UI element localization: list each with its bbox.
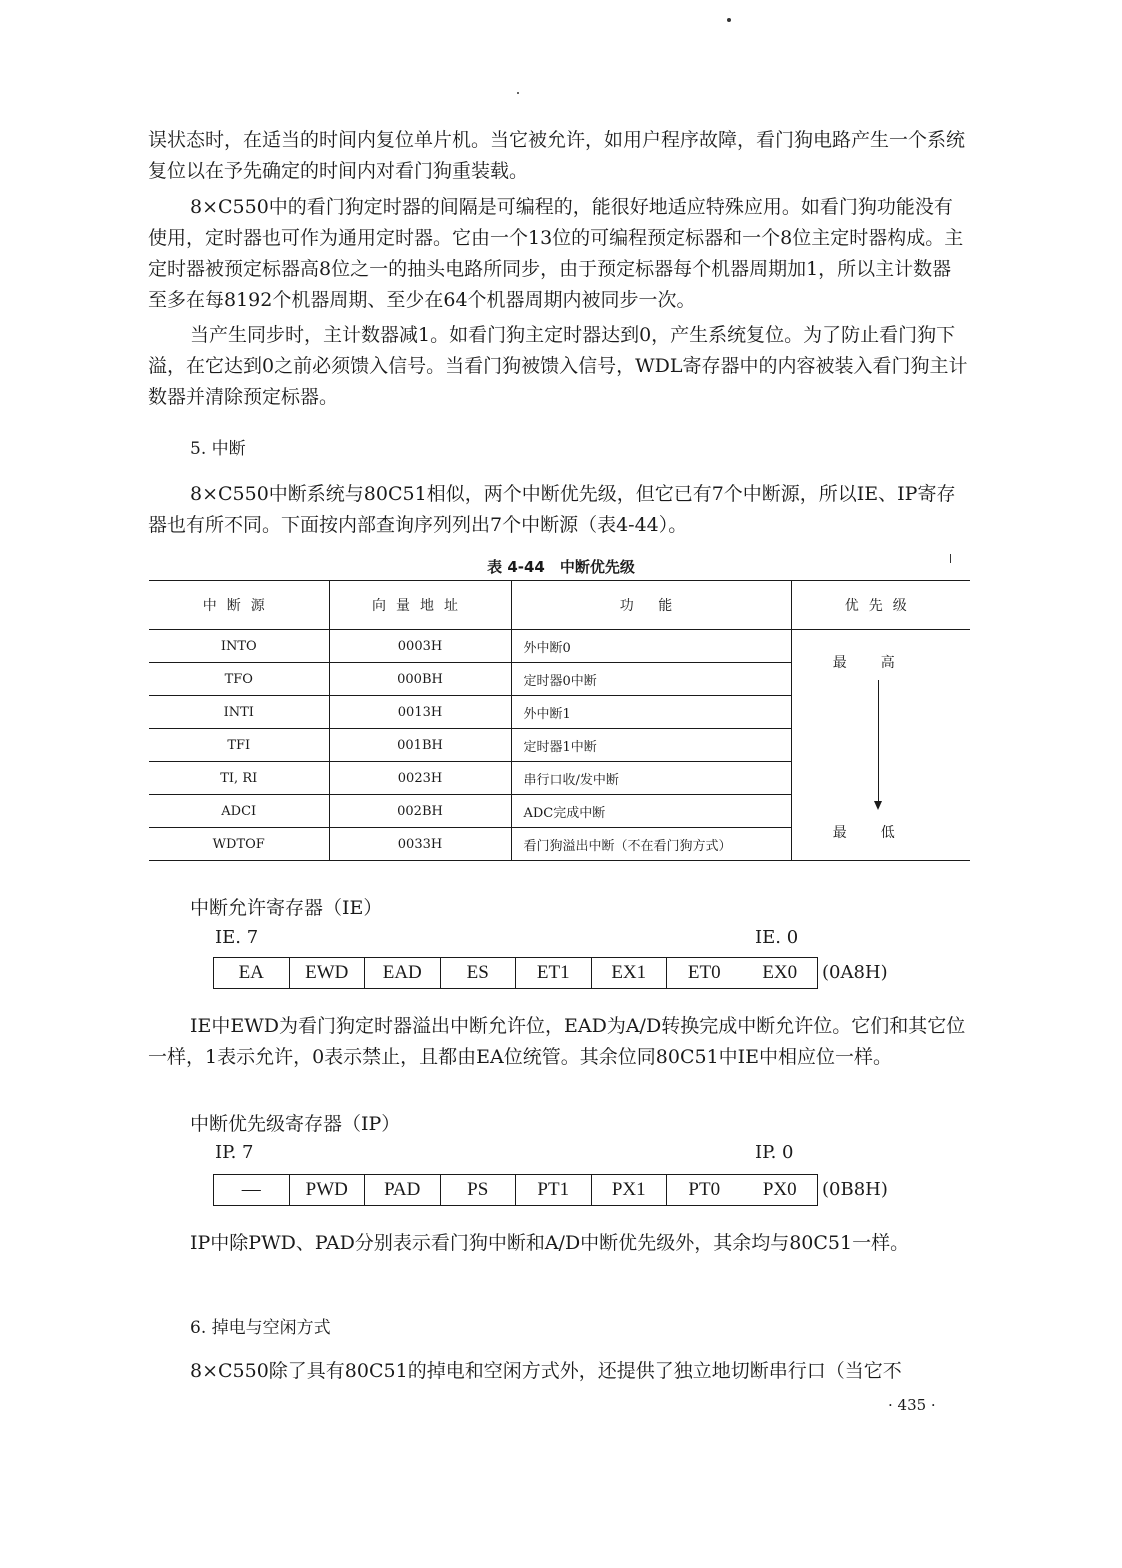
priority-cell bbox=[791, 630, 970, 861]
paragraph-5: IE中EWD为看门狗定时器溢出中断允许位，EAD为A/D转换完成中断允许位。它们和其它位一样，1表示允许，0表示禁止，且都由EA位统管。其余位同80C51中IE中相应位一样。 bbox=[148, 1015, 966, 1068]
ip-bit-3: PT1 bbox=[515, 1175, 591, 1205]
ie-bit-7: EA bbox=[238, 962, 264, 983]
ie-bit-high-label: IE. 7 bbox=[215, 927, 259, 948]
cell-function: 定时器0中断 bbox=[511, 663, 791, 696]
ie-bit-6: EWD bbox=[289, 958, 365, 988]
ip-bit-0: PX0 bbox=[762, 1179, 797, 1200]
ip-bit-4: PS bbox=[440, 1175, 516, 1205]
ie-bit-0: EX0 bbox=[762, 962, 798, 983]
cell-source: TI, RI bbox=[149, 762, 329, 795]
ip-register-title: 中断优先级寄存器（IP） bbox=[190, 1113, 401, 1135]
ie-bit-3: ET1 bbox=[515, 958, 591, 988]
header-priority: 优先级 bbox=[791, 581, 970, 630]
cell-function: 定时器1中断 bbox=[511, 729, 791, 762]
ie-register-bits bbox=[213, 957, 818, 989]
page-number: · 435 · bbox=[888, 1396, 936, 1414]
header-source: 中断源 bbox=[149, 581, 329, 630]
cell-source: TFO bbox=[149, 663, 329, 696]
ie-bit-5: EAD bbox=[364, 958, 440, 988]
cell-function: 看门狗溢出中断（不在看门狗方式） bbox=[511, 828, 791, 861]
cell-function: ADC完成中断 bbox=[511, 795, 791, 828]
paragraph-6: IP中除PWD、PAD分别表示看门狗中断和A/D中断优先级外，其余均与80C51一样。 bbox=[190, 1232, 910, 1254]
scan-speck bbox=[727, 18, 731, 22]
cell-source: INTO bbox=[149, 630, 329, 663]
cell-source: INTI bbox=[149, 696, 329, 729]
down-arrow-icon bbox=[878, 680, 879, 808]
ie-address: (0A8H) bbox=[822, 962, 888, 983]
cell-vector: 0023H bbox=[329, 762, 511, 795]
ip-bit-high-label: IP. 7 bbox=[215, 1142, 254, 1163]
scan-speck bbox=[517, 92, 519, 94]
cell-function: 外中断0 bbox=[511, 630, 791, 663]
cell-vector: 0013H bbox=[329, 696, 511, 729]
cell-source: ADCI bbox=[149, 795, 329, 828]
priority-low: 最低 bbox=[832, 825, 929, 841]
cell-vector: 000BH bbox=[329, 663, 511, 696]
paragraph-7: 8×C550除了具有80C51的掉电和空闲方式外，还提供了独立地切断串行口（当它不 bbox=[190, 1360, 902, 1382]
priority-high: 最高 bbox=[832, 655, 929, 671]
paragraph-1: 误状态时，在适当的时间内复位单片机。当它被允许，如用户程序故障，看门狗电路产生一个系统复位以在予先确定的时间内对看门狗重装载。 bbox=[148, 129, 966, 182]
table-row bbox=[149, 630, 970, 663]
header-function: 功 能 bbox=[511, 581, 791, 630]
section-heading-6: 6. 掉电与空闲方式 bbox=[190, 1318, 331, 1338]
cell-function: 外中断1 bbox=[511, 696, 791, 729]
cell-vector: 0003H bbox=[329, 630, 511, 663]
header-vector: 向量地址 bbox=[329, 581, 511, 630]
paragraph-4: 8×C550中断系统与80C51相似，两个中断优先级，但它已有7个中断源，所以IE、IP寄存器也有所不同。下面按内部查询序列列出7个中断源（表4-44）。 bbox=[148, 483, 956, 536]
ip-bit-7: — bbox=[241, 1179, 261, 1200]
table-caption: 表 4-44 中断优先级 bbox=[487, 558, 635, 576]
cell-function: 串行口收/发中断 bbox=[511, 762, 791, 795]
ip-bit-1: PT0 bbox=[666, 1175, 742, 1205]
paragraph-3: 当产生同步时，主计数器减1。如看门狗主定时器达到0，产生系统复位。为了防止看门狗下溢，在它达到0之前必须馈入信号。当看门狗被馈入信号，WDL寄存器中的内容被装入看门狗主计数器并清除预定标器。 bbox=[148, 324, 968, 408]
ip-bit-5: PAD bbox=[364, 1175, 440, 1205]
ip-bit-low-label: IP. 0 bbox=[755, 1142, 794, 1163]
ie-bit-1: ET0 bbox=[666, 958, 742, 988]
cell-vector: 0033H bbox=[329, 828, 511, 861]
ie-bit-2: EX1 bbox=[591, 958, 667, 988]
ip-bit-2: PX1 bbox=[591, 1175, 667, 1205]
paragraph-2: 8×C550中的看门狗定时器的间隔是可编程的，能很好地适应特殊应用。如看门狗功能没有使用，定时器也可作为通用定时器。它由一个13位的可编程预定标器和一个8位主定时器构成。主定时器被预定标器高8位之一的抽头电路所同步，由于预定标器每个机器周期加1，所以主计数器至多在每8192个机器周期、至少在64个机器周期内被同步一次。 bbox=[148, 196, 964, 311]
ie-bit-low-label: IE. 0 bbox=[755, 927, 799, 948]
ie-register-title: 中断允许寄存器（IE） bbox=[190, 897, 383, 919]
ie-bit-4: ES bbox=[440, 958, 516, 988]
section-heading-5: 5. 中断 bbox=[190, 439, 246, 459]
interrupt-priority-table bbox=[149, 580, 970, 861]
ip-bit-6: PWD bbox=[289, 1175, 365, 1205]
cell-vector: 002BH bbox=[329, 795, 511, 828]
cell-source: TFI bbox=[149, 729, 329, 762]
ip-register-bits bbox=[213, 1174, 818, 1206]
cell-vector: 001BH bbox=[329, 729, 511, 762]
ip-address: (0B8H) bbox=[822, 1179, 888, 1200]
cell-source: WDTOF bbox=[149, 828, 329, 861]
